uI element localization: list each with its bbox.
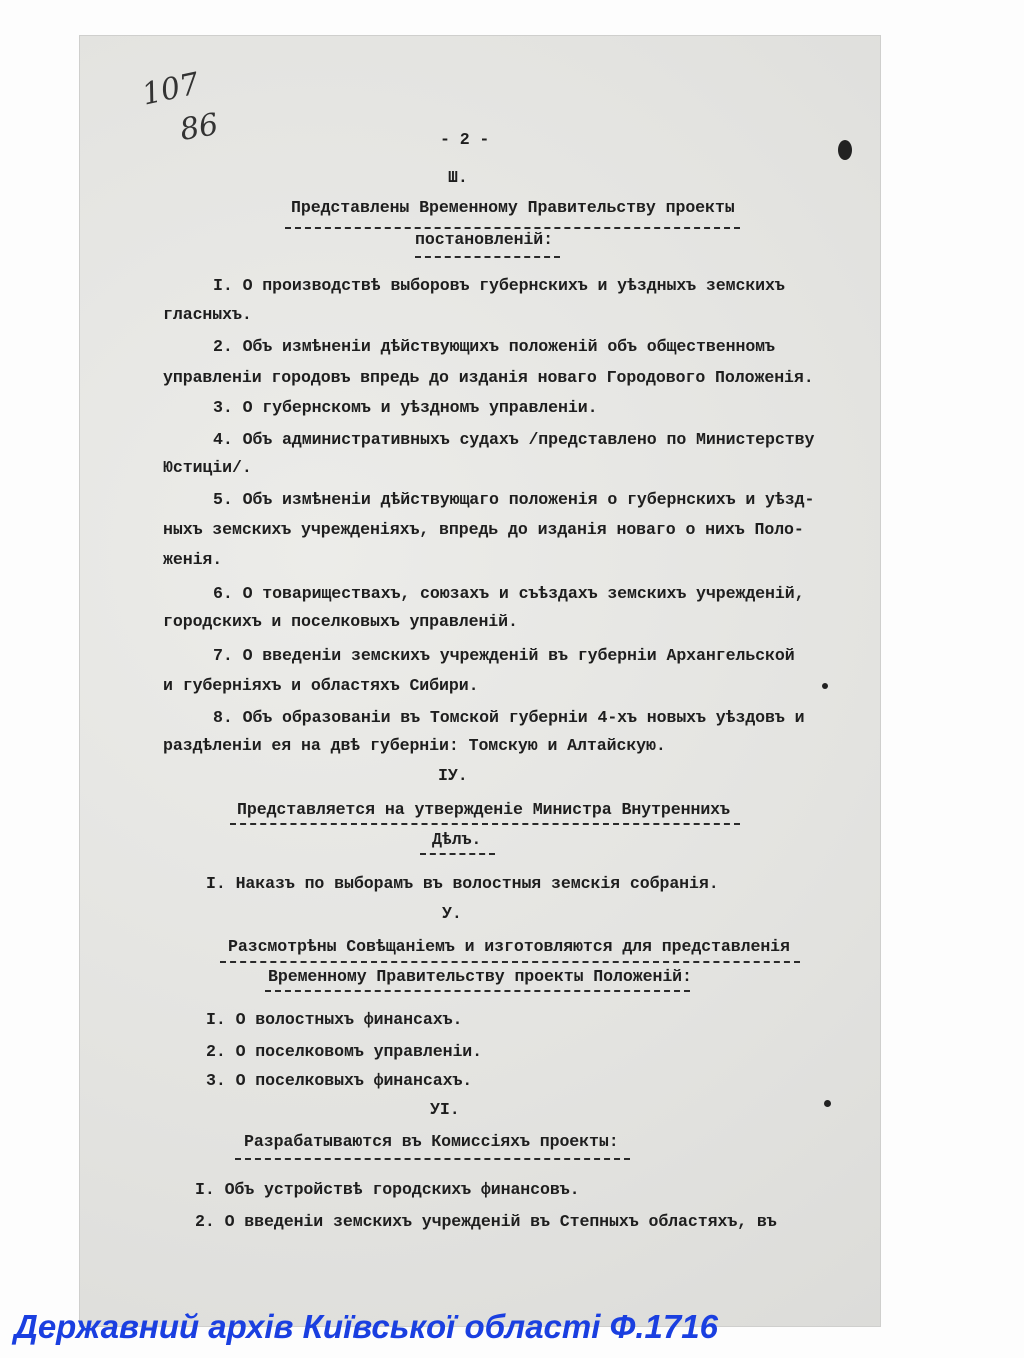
list-item: 2. Объ измѣненіи дѣйствующихъ положеній объ общественномъ <box>213 337 775 356</box>
section-numeral: У. <box>442 904 462 923</box>
list-item: I. Объ устройствѣ городскихъ финансовъ. <box>195 1180 580 1199</box>
section-heading: Разрабатываются въ Комиссіяхъ проекты: <box>244 1132 619 1151</box>
list-item-cont: и губерніяхъ и областяхъ Сибири. <box>163 676 479 695</box>
section-heading: Представлены Временному Правительству проекты <box>291 198 735 217</box>
list-item-cont: Юстиціи/. <box>163 458 252 477</box>
archive-number-handwritten-2: 86 <box>177 106 221 149</box>
list-item: 7. О введеніи земскихъ учрежденій въ губерніи Архангельской <box>213 646 795 665</box>
list-item: 3. О губернскомъ и уѣздномъ управленіи. <box>213 398 598 417</box>
list-item: 8. Объ образованіи въ Томской губерніи 4-хъ новыхъ уѣздовъ и <box>213 708 805 727</box>
section-heading: Представляется на утвержденіе Министра Внутреннихъ <box>237 800 730 819</box>
list-item: I. О производствѣ выборовъ губернскихъ и уѣздныхъ земскихъ <box>213 276 785 295</box>
list-item: 2. О введеніи земскихъ учрежденій въ Степныхъ областяхъ, въ <box>195 1212 777 1231</box>
underline <box>230 823 740 825</box>
underline <box>285 227 740 229</box>
archive-caption: Державний архів Київської області Ф.1716 <box>14 1308 718 1345</box>
list-item: 3. О поселковыхъ финансахъ. <box>206 1071 473 1090</box>
archive-number-handwritten: 107 <box>138 66 203 113</box>
section-heading: Временному Правительству проекты Положеній: <box>268 967 692 986</box>
underline <box>415 256 560 258</box>
section-numeral: УI. <box>430 1100 460 1119</box>
list-item-cont: управленіи городовъ впредь до изданія новаго Городового Положенія. <box>163 368 814 387</box>
list-item: 4. Объ административныхъ судахъ /представлено по Министерству <box>213 430 815 449</box>
list-item-cont: городскихъ и поселковыхъ управленій. <box>163 612 518 631</box>
list-item-cont: ныхъ земскихъ учрежденіяхъ, впредь до изданія новаго о нихъ Поло- <box>163 520 804 539</box>
section-heading: Дѣлъ. <box>432 830 482 849</box>
list-item: I. О волостныхъ финансахъ. <box>206 1010 463 1029</box>
underline <box>420 853 495 855</box>
page-number: - 2 - <box>440 130 490 149</box>
paper-hole-mark <box>822 683 828 689</box>
list-item: 6. О товариществахъ, союзахъ и съѣздахъ земскихъ учрежденій, <box>213 584 805 603</box>
paper-hole-mark <box>838 140 852 160</box>
list-item: 5. Объ измѣненіи дѣйствующаго положенія о губернскихъ и уѣзд- <box>213 490 815 509</box>
section-heading: постановленій: <box>415 230 554 249</box>
section-numeral: Ш. <box>448 168 468 187</box>
list-item: 2. О поселковомъ управленіи. <box>206 1042 483 1061</box>
underline <box>220 961 800 963</box>
section-numeral: IУ. <box>438 766 468 785</box>
list-item-cont: раздѣленіи ея на двѣ губерніи: Томскую и Алтайскую. <box>163 736 666 755</box>
underline <box>235 1158 630 1160</box>
list-item-cont: женія. <box>163 550 223 569</box>
list-item-cont: гласныхъ. <box>163 305 252 324</box>
paper-hole-mark <box>824 1100 831 1107</box>
section-heading: Разсмотрѣны Совѣщаніемъ и изготовляются для представленія <box>228 937 790 956</box>
underline <box>265 990 690 992</box>
list-item: I. Наказъ по выборамъ въ волостныя земскія собранія. <box>206 874 719 893</box>
